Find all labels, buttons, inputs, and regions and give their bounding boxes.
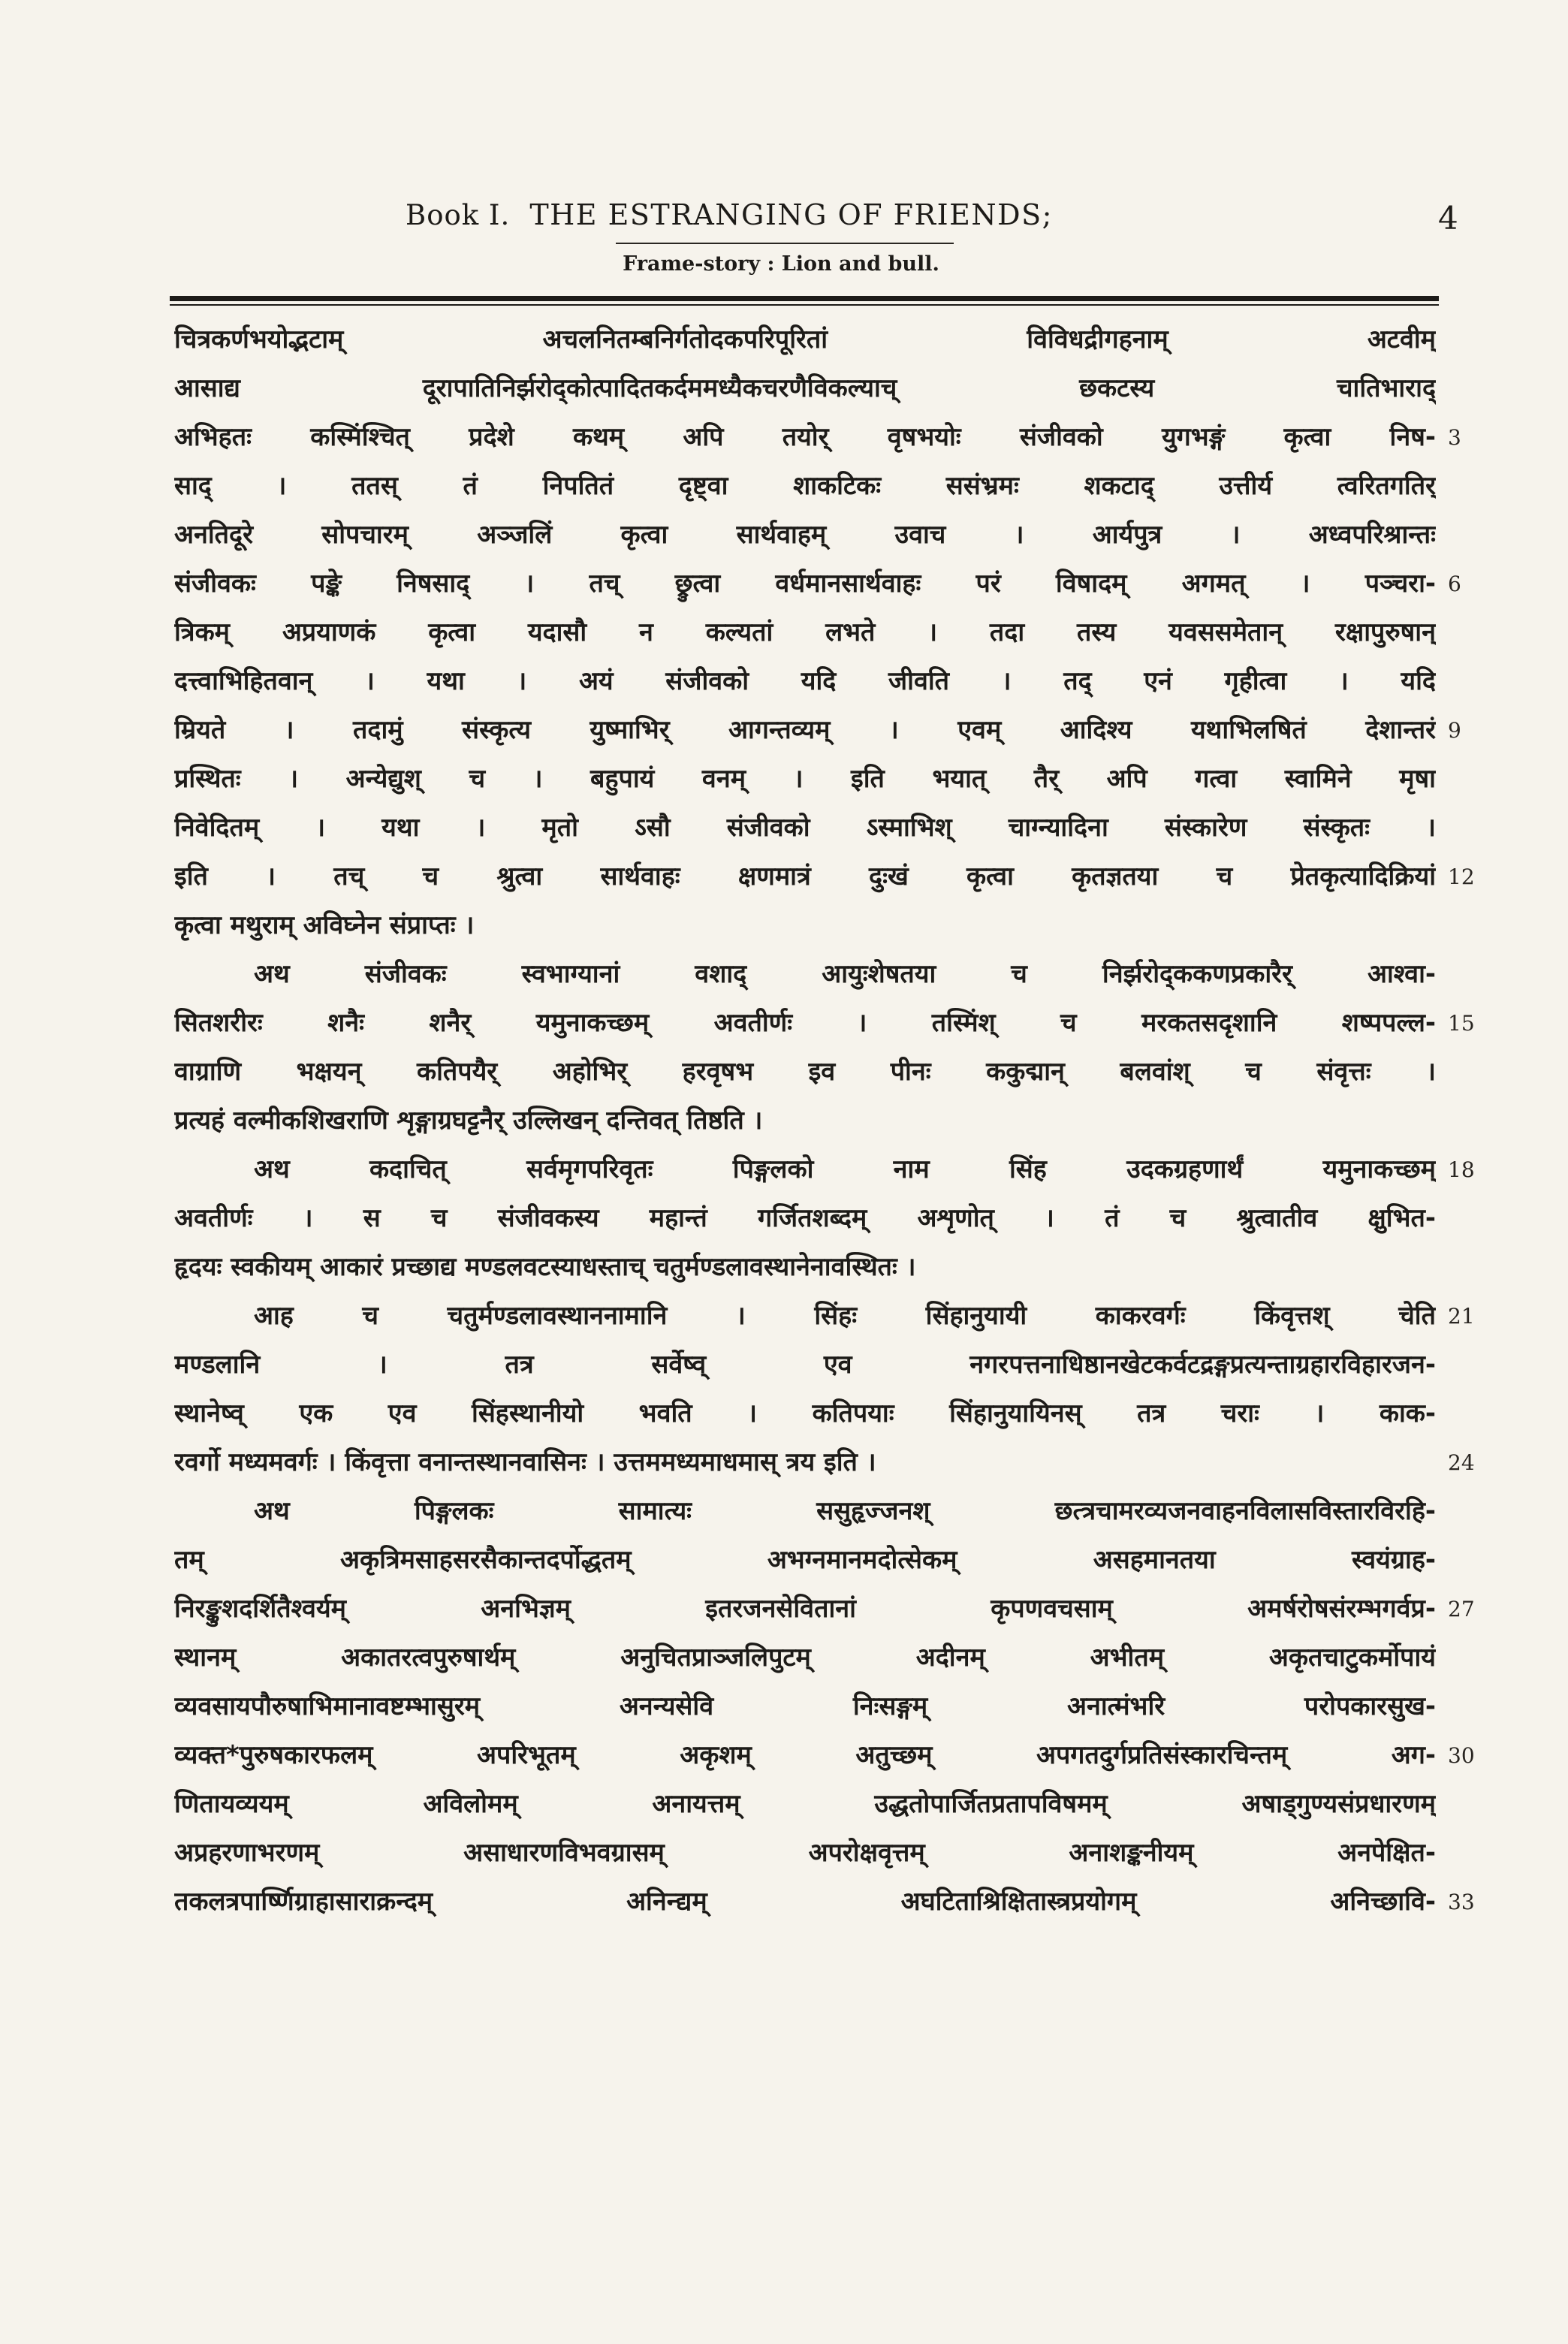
text-line: वाग्राणि भक्षयन् कतिपयैर् अहोभिर् हरवृषभ इव पीनः ककुद्मान् बलवांश् च संवृत्तः । <box>174 1057 1436 1087</box>
text-line: निवेदितम् । यथा । मृतो ऽसौ संजीवको ऽस्माभिश् चाग्न्यादिना संस्कारेण संस्कृतः । <box>174 813 1436 843</box>
header-divider <box>616 243 954 244</box>
paragraph-start-line: आह च चतुर्मण्डलावस्थाननामानि । सिंहः सिंहानुयायी काकरवर्गः किंवृत्तश् चेति <box>254 1301 1436 1331</box>
line-number: 21 <box>1448 1304 1475 1329</box>
book-title: THE ESTRANGING OF FRIENDS; <box>529 198 1053 231</box>
text-line: तकलत्रपार्ष्णिग्राहासाराक्रन्दम् अनिन्द्यम् अघटिताश्रिक्षितास्त्रप्रयोगम् अनिच्छावि- <box>174 1887 1436 1917</box>
line-number: 12 <box>1448 864 1475 889</box>
paragraph-start-line: अथ पिङ्गलकः सामात्यः ससुहृज्जनश् छत्त्रचामरव्यजनवाहनविलासविस्तारविरहि- <box>254 1496 1436 1526</box>
text-line: अवतीर्णः । स च संजीवकस्य महान्तं गर्जितशब्दम् अशृणोत् । तं च श्रुत्वातीव क्षुभित- <box>174 1203 1436 1233</box>
line-number: 3 <box>1448 425 1461 450</box>
line-number: 27 <box>1448 1597 1475 1621</box>
header-rule-thin <box>170 304 1439 306</box>
line-number: 6 <box>1448 572 1461 596</box>
text-line: संजीवकः पङ्के निषसाद् । तच् छ्रुत्वा वर्धमानसार्थवाहः परं विषादम् अगमत् । पञ्चरा- <box>174 569 1436 599</box>
text-line: साद् । ततस् तं निपतितं दृष्ट्वा शाकटिकः ससंभ्रमः शकटाद् उत्तीर्य त्वरितगतिर् <box>174 471 1436 501</box>
text-line: अप्रहरणाभरणम् असाधारणविभवग्रासम् अपरोक्षवृत्तम् अनाशङ्कनीयम् अनपेक्षित- <box>174 1838 1436 1868</box>
line-number: 30 <box>1448 1743 1475 1768</box>
text-line: अभिहतः कस्मिंश्चित् प्रदेशे कथम् अपि तयोर् वृषभयोः संजीवको युगभङ्गं कृत्वा निष- <box>174 422 1436 452</box>
text-line: प्रस्थितः । अन्येद्युश् च । बहुपायं वनम् । इति भयात् तैर् अपि गत्वा स्वामिने मृषा <box>174 764 1436 794</box>
paragraph-start-line: अथ कदाचित् सर्वमृगपरिवृतः पिङ्गलको नाम सिंह उदकग्रहणार्थं यमुनाकच्छम् <box>254 1154 1436 1184</box>
line-number: 24 <box>1448 1450 1475 1475</box>
sanskrit-text-block <box>174 315 1436 2238</box>
text-line: त्रिकम् अप्रयाणकं कृत्वा यदासौ न कल्यतां लभते । तदा तस्य यवससमेतान् रक्षापुरुषान् <box>174 617 1436 647</box>
paragraph-start-line: अथ संजीवकः स्वभाग्यानां वशाद् आयुःशेषतया च निर्झरोद्ककणप्रकारैर् आश्वा- <box>254 959 1436 989</box>
text-line: म्रियते । तदामुं संस्कृत्य युष्माभिर् आगन्तव्यम् । एवम् आदिश्य यथाभिलषितं देशान्तरं <box>174 715 1436 745</box>
text-line: व्यवसायपौरुषाभिमानावष्टम्भासुरम् अनन्यसेवि निःसङ्गम् अनात्मंभरि परोपकारसुख- <box>174 1691 1436 1721</box>
text-line: अनतिदूरे सोपचारम् अञ्जलिं कृत्वा सार्थवाहम् उवाच । आर्यपुत्र । अध्वपरिश्रान्तः <box>174 520 1436 550</box>
line-number: 15 <box>1448 1011 1475 1036</box>
text-line: रवर्गो मध्यमवर्गः । किंवृत्ता वनान्तस्थानवासिनः । उत्तममध्यमाधमास् त्रय इति । <box>174 1447 876 1477</box>
text-line: आसाद्य दूरापातिनिर्झरोद्कोत्पादितकर्दममध्यैकचरणैविकल्याच् छकटस्य चातिभाराद् <box>174 373 1436 403</box>
text-line: तम् अकृत्रिमसाहसरसैकान्तदर्पोद्धतम् अभग्नमानमदोत्सेकम् असहमानतया स्वयंग्राह- <box>174 1545 1436 1575</box>
header-rule-thick <box>170 296 1439 301</box>
text-line: मण्डलानि । तत्र सर्वेष्व् एव नगरपत्तनाधिष्ठानखेटकर्वटद्रङ्गप्रत्यन्ताग्रहारविहारजन- <box>174 1350 1436 1380</box>
text-line: व्यक्त*पुरुषकारफलम् अपरिभूतम् अकृशम् अतुच्छम् अपगतदुर्गप्रतिसंस्कारचिन्तम् अग- <box>174 1740 1436 1770</box>
text-line: कृत्वा मथुराम् अविघ्नेन संप्राप्तः । <box>174 910 475 940</box>
text-line: चित्रकर्णभयोद्भटाम् अचलनितम्बनिर्गतोदकपरिपूरितां विविधद्रीगहनाम् अटवीम् <box>174 324 1436 354</box>
line-number: 9 <box>1448 718 1461 743</box>
page-number: 4 <box>1438 200 1458 237</box>
running-header <box>406 194 1457 231</box>
text-line: हृदयः स्वकीयम् आकारं प्रच्छाद्य मण्डलवटस्याधस्ताच् चतुर्मण्डलावस्थानेनावस्थितः । <box>174 1252 916 1282</box>
text-line: दत्त्वाभिहितवान् । यथा । अयं संजीवको यदि जीवति । तद् एनं गृहीत्वा । यदि <box>174 666 1436 696</box>
text-line: इति । तच् च श्रुत्वा सार्थवाहः क्षणमात्रं दुःखं कृत्वा कृतज्ञतया च प्रेतकृत्यादिक्रियां <box>174 861 1436 891</box>
text-line: निरङ्कुशदर्शितैश्वर्यम् अनभिज्ञम् इतरजनसेवितानां कृपणवचसाम् अमर्षरोषसंरम्भगर्वप्र- <box>174 1594 1436 1624</box>
line-number: 33 <box>1448 1890 1475 1914</box>
text-line: स्थानेष्व् एक एव सिंहस्थानीयो भवति । कतिपयाः सिंहानुयायिनस् तत्र चराः । काक- <box>174 1398 1436 1428</box>
text-line: प्रत्यहं वल्मीकशिखराणि शृङ्गाग्रघट्टनैर् उल्लिखन् दन्तिवत् तिष्ठति । <box>174 1106 763 1136</box>
text-line: स्थानम् अकातरत्वपुरुषार्थम् अनुचितप्राञ्जलिपुटम् अदीनम् अभीतम् अकृतचाटुकर्मोपायं <box>174 1643 1436 1673</box>
text-line: सितशरीरः शनैः शनैर् यमुनाकच्छम् अवतीर्णः । तस्मिंश् च मरकतसदृशानि शष्पपल्ल- <box>174 1008 1436 1038</box>
section-subtitle: Frame-story : Lion and bull. <box>623 252 939 276</box>
line-number-margin <box>1448 315 1508 2238</box>
text-line: णितायव्ययम् अविलोमम् अनायत्तम् उद्धतोपार्जितप्रतापविषमम् अषाड्गुण्यसंप्रधारणम् <box>174 1789 1436 1819</box>
book-label: Book I. <box>406 199 511 231</box>
line-number: 18 <box>1448 1157 1475 1182</box>
